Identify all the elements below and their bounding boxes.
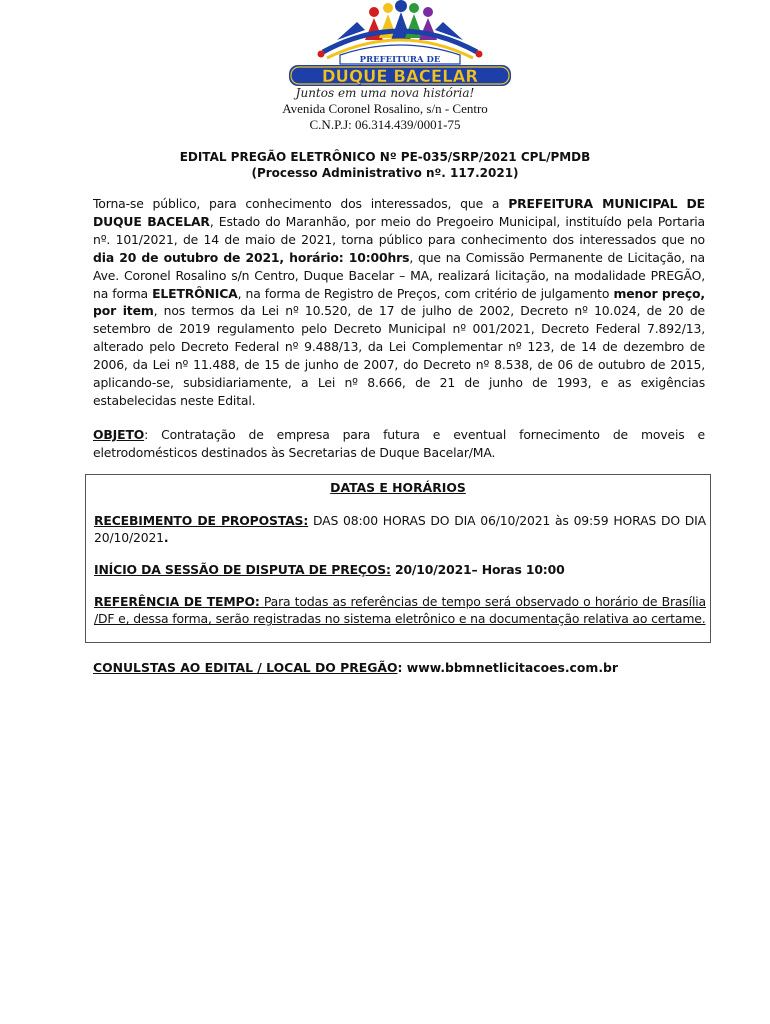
inicio-sessao xyxy=(94,561,706,578)
edital-title-line1: EDITAL PREGÃO ELETRÔNICO Nº PE-035/SRP/2021 CPL/PMDB xyxy=(179,150,591,164)
consultas-sep: : xyxy=(397,660,407,675)
consultas-label: CONULSTAS AO EDITAL / LOCAL DO PREGÃO xyxy=(93,660,398,675)
people-figures-icon xyxy=(337,0,463,40)
referencia-label: REFERÊNCIA DE TEMPO: xyxy=(94,594,260,609)
slogan: Juntos em uma nova história! xyxy=(295,86,475,100)
recebimento-end: . xyxy=(163,530,169,546)
address: Avenida Coronel Rosalino, s/n - Centro xyxy=(282,101,488,116)
inicio-text: 20/10/2021– Horas 10:00 xyxy=(390,562,565,577)
referencia-text: Para todas as referências de tempo será observado o horário de Brasília /DF e, dessa forma, serão registradas no sistema eletrônico e na documentação relativa ao certame. xyxy=(94,594,706,627)
objeto-text: : Contratação de empresa para futura e eventual fornecimento de moveis e eletrodomésticos destinados às Secretarias de Duque Bacelar/MA. xyxy=(93,427,705,460)
intro-text-5: , nos termos da Lei nº 10.520, de 17 de julho de 2002, Decreto nº 10.024, de 20 de setembro de 2019 regulamento pelo Decreto Municipal nº 001/2021, Decreto Federal 7.892/13, alterado pelo Decreto Federal nº 9.488/13, da Lei Complementar nº 123, de 14 de dezembro de 2006, da Lei nº 11.488, de 15 de junho de 2007, do Decreto nº 8.538, de 06 de outubro de 2015, aplicando-se, subsidiariamente, a Lei nº 8.666, de 21 de junho de 1993, e as exigências estabelecidas neste Edital. xyxy=(93,303,706,408)
referencia-tempo xyxy=(94,593,706,628)
cnpj: C.N.P.J: 06.314.439/0001-75 xyxy=(309,117,461,132)
intro-bold-date: dia 20 de outubro de 2021, horário: 10:00hrs xyxy=(93,249,410,265)
intro-bold-eletronica: ELETRÔNICA xyxy=(152,285,238,301)
logo-graphic xyxy=(285,0,515,92)
consultas-line xyxy=(93,660,705,675)
intro-bold-prefeitura: PREFEITURA MUNICIPAL DE DUQUE BACELAR xyxy=(93,196,705,229)
intro-text-1: Torna-se público, para conhecimento dos interessados, que a xyxy=(93,196,509,211)
datas-horarios-box xyxy=(85,474,711,643)
intro-paragraph xyxy=(93,195,705,410)
objeto-paragraph xyxy=(93,426,705,462)
prefeitura-logo xyxy=(285,0,515,92)
inicio-label: INÍCIO DA SESSÃO DE DISPUTA DE PREÇOS: xyxy=(94,562,391,577)
intro-text-4: , na forma de Registro de Preços, com critério de julgamento xyxy=(237,285,614,301)
recebimento-label: RECEBIMENTO DE PROPOSTAS: xyxy=(94,513,309,528)
intro-bold-criterio: menor preço, por item xyxy=(93,285,705,319)
datas-heading: DATAS E HORÁRIOS xyxy=(330,480,466,495)
logo-line2: DUQUE BACELAR xyxy=(321,67,479,86)
logo-line1: PREFEITURA DE xyxy=(359,55,441,65)
intro-text-2: , Estado do Maranhão, por meio do Pregoeiro Municipal, instituído pela Portaria nº. 101/2021, de 14 de maio de 2021, torna público para conhecimento dos interessados que no xyxy=(93,213,705,247)
consultas-url-link[interactable]: www.bbmnetlicitacoes.com.br xyxy=(406,660,619,675)
intro-text-3: , que na Comissão Permanente de Licitação, na Ave. Coronel Rosalino s/n Centro, Duque Bacelar – MA, realizará licitação, na modalidade PREGÃO, na forma xyxy=(93,249,705,301)
edital-title xyxy=(0,149,770,181)
edital-title-line2: (Processo Administrativo nº. 117.2021) xyxy=(251,166,519,180)
objeto-label: OBJETO xyxy=(93,427,145,442)
recebimento-text: DAS 08:00 HORAS DO DIA 06/10/2021 às 09:59 HORAS DO DIA 20/10/2021 xyxy=(94,513,706,546)
recebimento-propostas xyxy=(94,512,706,547)
